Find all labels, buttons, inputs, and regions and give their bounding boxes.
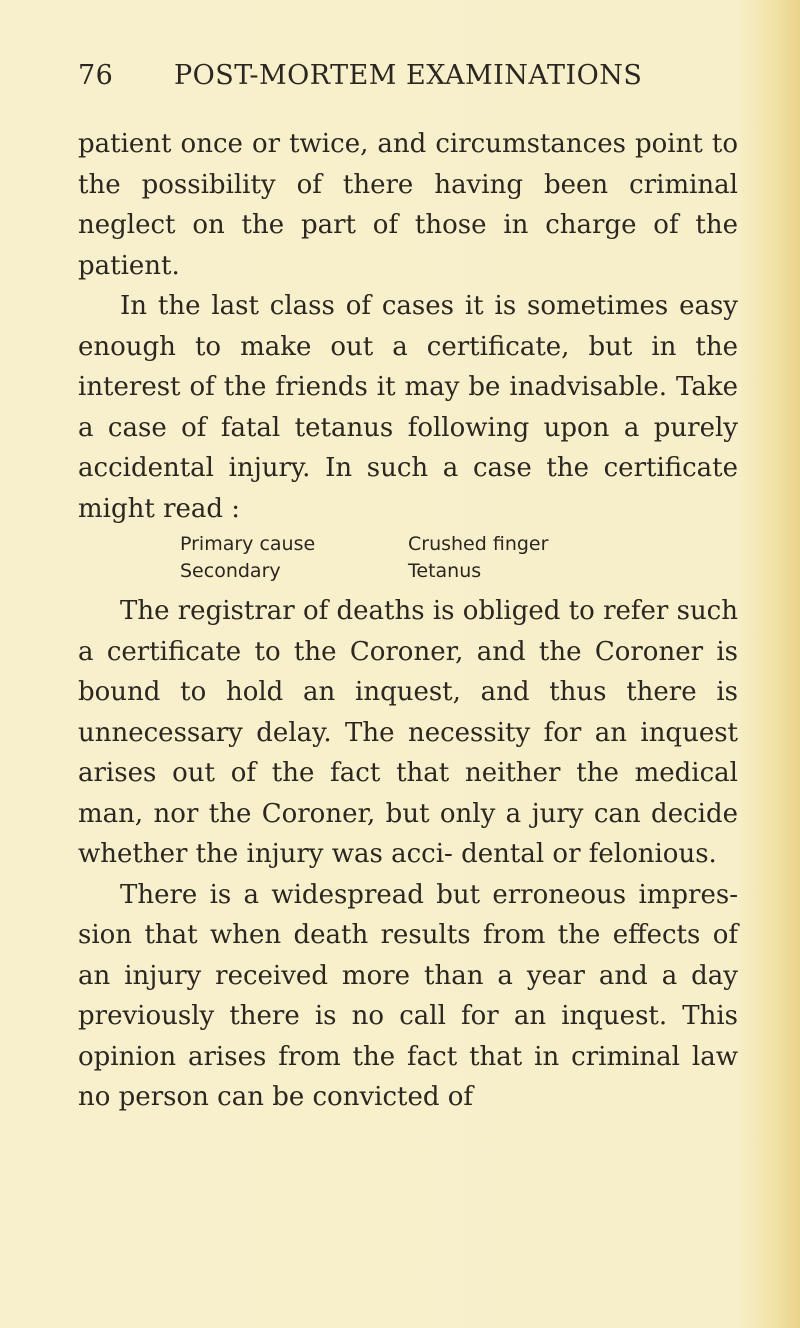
paragraph: In the last class of cases it is sometimes easy enough to make out a certificate, but in the interest of the friends it may be inadvisable. Take a case of fatal tetanus following upon a purely accidental injury. In such a case the certificate might read : [78,291,738,524]
paragraph-continued: patient once or twice, and circumstances point to the possibility of there having been criminal neglect on the part of those in charge of the patient. [78,129,738,281]
certificate-value: Crushed finger [408,533,549,555]
certificate-value: Tetanus [408,560,482,582]
body-text [78,124,738,1118]
certificate-label: Secondary [180,560,281,582]
page-number: 76 [78,60,114,91]
running-title: POST-MORTEM EXAMINATIONS [174,60,643,91]
certificate-example [180,531,738,585]
certificate-label: Primary cause [180,533,316,555]
paragraph: There is a widespread but erroneous impres- sion that when death results from the effects of an injury received more than a year and a day previously there is no call for an inquest. This opinion arises from the fact that in criminal law no person can be convicted of [78,879,738,1112]
paragraph: The registrar of deaths is obliged to refer such a certificate to the Coroner, and the Coroner is bound to hold an inquest, and thus there is unnecessary delay. The necessity for an inquest arises out of the fact that neither the medical man, nor the Coroner, but only a jury can decide whether the injury was acci- dental or felonious. [78,596,738,869]
page-header [78,60,738,96]
